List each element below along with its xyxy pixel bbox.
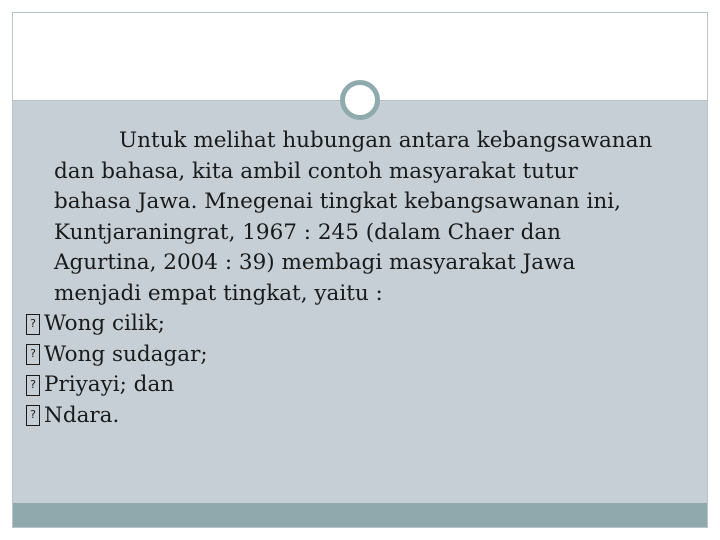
- bullet-item: [26, 309, 696, 340]
- bullet-text: Priyayi; dan: [44, 372, 175, 397]
- paragraph-line: Untuk melihat hubungan antara kebangsawanan: [119, 128, 653, 153]
- missing-glyph-icon: ?: [26, 405, 40, 426]
- bullet-item: [26, 370, 696, 401]
- paragraph-line: Kuntjaraningrat, 1967 : 245 (dalam Chaer dan: [54, 219, 562, 245]
- bullet-text: Ndara.: [44, 402, 120, 428]
- paragraph-line: dan bahasa, kita ambil contoh masyarakat tutur: [54, 158, 578, 184]
- bullet-text: Wong cilik;: [44, 311, 165, 336]
- missing-glyph-icon: ?: [26, 314, 40, 335]
- missing-glyph-icon: ?: [26, 375, 40, 396]
- bullet-text: Wong sudagar;: [44, 341, 208, 367]
- bullet-item: [26, 401, 696, 432]
- slide-body: [26, 126, 696, 431]
- slide-footer-bar: [13, 503, 707, 527]
- paragraph-line: menjadi empat tingkat, yaitu :: [54, 280, 383, 306]
- paragraph-line: Agurtina, 2004 : 39) membagi masyarakat Jawa: [54, 250, 576, 275]
- circle-ornament-icon: [340, 80, 380, 120]
- bullet-item: [26, 340, 696, 371]
- missing-glyph-icon: ?: [26, 344, 40, 365]
- paragraph-line: bahasa Jawa. Mnegenai tingkat kebangsawanan ini,: [54, 189, 621, 214]
